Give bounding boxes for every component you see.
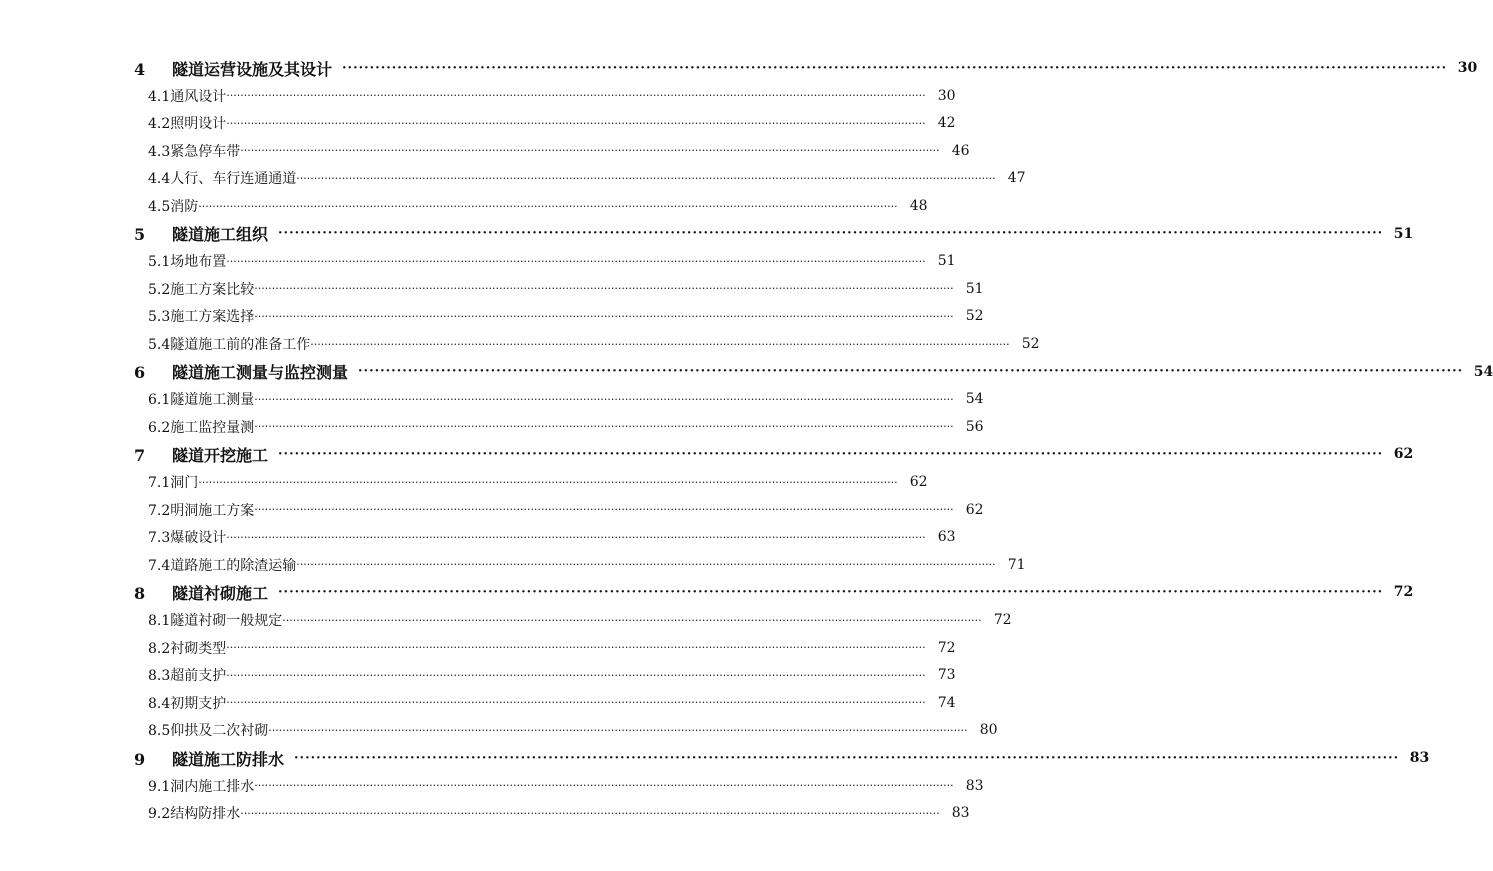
toc-chapter-row[interactable] (134, 440, 1414, 468)
dot-leader: ········································································································································································································ (294, 750, 1400, 766)
page-number: 74 (937, 694, 956, 711)
toc-entry-label (148, 555, 296, 575)
toc-entry-label (148, 472, 198, 492)
section-title: 洞内施工排水 (170, 778, 255, 795)
page-number: 56 (965, 418, 984, 435)
section-title: 道路施工的除渣运输 (170, 557, 297, 574)
chapter-title: 隧道运营设施及其设计 (172, 59, 333, 79)
toc-entry-label (148, 306, 254, 326)
dot-leader: ········································································································································································································ (254, 282, 954, 296)
toc-section-row[interactable] (148, 689, 956, 717)
dot-leader: ········································································································································································································ (226, 530, 926, 544)
toc-entry-label (148, 610, 282, 630)
section-title: 施工方案选择 (170, 309, 255, 326)
dot-leader: ········································································································································································································ (296, 558, 996, 572)
dot-leader: ········································································································································································································ (240, 806, 940, 820)
page-number: 73 (937, 667, 956, 684)
toc-chapter-row[interactable] (134, 358, 1493, 386)
dot-leader: ········································································································································································································ (240, 144, 940, 158)
toc-entry-label (134, 443, 268, 466)
dot-leader: ········································································································································································································ (198, 199, 898, 213)
toc-section-row[interactable] (148, 551, 1026, 579)
section-title: 照明设计 (170, 116, 227, 133)
section-number: 9.2 (148, 806, 171, 823)
page-number: 30 (937, 87, 956, 104)
section-title: 场地布置 (170, 254, 227, 271)
page-number: 63 (937, 529, 956, 546)
toc-chapter-row[interactable] (134, 578, 1414, 606)
toc-entry-label (148, 527, 226, 547)
section-title: 紧急停车带 (170, 143, 241, 160)
dot-leader: ········································································································································································································ (198, 475, 898, 489)
toc-entry-label (148, 693, 226, 713)
section-number: 6.2 (148, 419, 171, 436)
toc-section-row[interactable] (148, 137, 970, 165)
toc-entry-label (148, 500, 254, 520)
section-number: 7.4 (148, 557, 171, 574)
section-title: 隧道施工测量 (170, 392, 255, 409)
section-number: 5.2 (148, 281, 171, 298)
toc-entry-label (148, 720, 268, 740)
page-number: 83 (951, 805, 970, 822)
section-number: 9.1 (148, 778, 171, 795)
toc-section-row[interactable] (148, 772, 984, 800)
toc-entry-label (148, 168, 296, 188)
dot-leader: ········································································································································································································ (254, 309, 954, 323)
section-number: 7.1 (148, 475, 171, 491)
toc-section-row[interactable] (148, 247, 956, 275)
toc-entry-label (148, 665, 226, 685)
toc-section-row[interactable] (148, 109, 956, 137)
toc-entry-label (148, 334, 310, 354)
dot-leader: ········································································································································································································ (226, 696, 926, 710)
toc-section-row[interactable] (148, 716, 998, 744)
toc-section-row[interactable] (148, 634, 956, 662)
toc-entry-label (148, 113, 226, 133)
section-title: 衬砌类型 (170, 640, 227, 657)
toc-section-row[interactable] (148, 164, 1026, 192)
toc-entry-label (134, 581, 268, 604)
dot-leader: ········································································································································································································ (226, 641, 926, 655)
dot-leader: ········································································································································································································ (226, 89, 926, 103)
section-number: 4.1 (148, 88, 171, 105)
section-title: 隧道衬砌一般规定 (170, 613, 283, 629)
section-title: 洞门 (170, 475, 199, 491)
section-title: 结构防排水 (170, 806, 241, 823)
section-number: 8.4 (148, 695, 171, 712)
page-number: 83 (965, 777, 984, 794)
dot-leader: ········································································································································································································ (310, 337, 1010, 351)
toc-chapter-row[interactable] (134, 54, 1478, 82)
toc-entry-label (148, 776, 254, 796)
toc-section-row[interactable] (148, 661, 956, 689)
section-number: 6.1 (148, 392, 171, 409)
toc-entry-label (134, 57, 332, 80)
section-number: 4.2 (148, 116, 171, 133)
toc-entry-label (134, 222, 268, 245)
section-title: 人行、车行连通通道 (170, 171, 297, 188)
page-number: 52 (1021, 336, 1040, 352)
chapter-number: 7 (134, 445, 146, 465)
chapter-title: 隧道施工组织 (172, 225, 269, 245)
page-number: 42 (937, 115, 956, 132)
toc-entry-label (148, 638, 226, 658)
page-number: 72 (1393, 584, 1414, 601)
section-title: 隧道施工前的准备工作 (170, 337, 311, 353)
page-number: 51 (937, 253, 956, 270)
dot-leader: ········································································································································································································ (254, 392, 954, 406)
page-number: 54 (1473, 363, 1493, 380)
toc-entry-label (148, 86, 226, 106)
section-title: 通风设计 (170, 88, 227, 105)
section-number: 5.3 (148, 309, 171, 326)
toc-entry-label (134, 747, 284, 770)
section-number: 4.5 (148, 199, 171, 215)
section-title: 仰拱及二次衬砌 (170, 723, 269, 740)
toc-section-row[interactable] (148, 192, 928, 220)
toc-section-row[interactable] (148, 496, 984, 524)
section-title: 施工监控量测 (170, 419, 255, 436)
toc-section-row[interactable] (148, 82, 956, 110)
toc-section-row[interactable] (148, 606, 1012, 634)
dot-leader: ········································································································································································································ (254, 503, 954, 517)
section-number: 5.4 (148, 337, 171, 353)
section-title: 初期支护 (170, 695, 227, 712)
section-title: 明洞施工方案 (170, 502, 255, 519)
chapter-title: 隧道施工测量与监控测量 (172, 363, 349, 383)
dot-leader: ········································································································································································································ (226, 668, 926, 682)
section-title: 超前支护 (170, 668, 227, 685)
dot-leader: ········································································································································································································ (278, 446, 1384, 462)
page-number: 51 (965, 280, 984, 297)
dot-leader: ········································································································································································································ (278, 584, 1384, 600)
toc-chapter-row[interactable] (134, 220, 1414, 248)
chapter-number: 5 (134, 225, 146, 245)
toc-entry-label (148, 279, 254, 299)
toc-section-row[interactable] (148, 523, 956, 551)
chapter-title: 隧道衬砌施工 (172, 583, 269, 603)
page-number: 47 (1007, 170, 1026, 187)
dot-leader: ········································································································································································································ (268, 723, 968, 737)
page-number: 72 (937, 639, 956, 656)
toc-section-row[interactable] (148, 302, 984, 330)
toc-section-row[interactable] (148, 799, 970, 827)
toc-section-row[interactable] (148, 385, 984, 413)
chapter-number: 9 (134, 749, 146, 769)
dot-leader: ········································································································································································································ (342, 60, 1448, 76)
section-number: 5.1 (148, 254, 171, 271)
page-number: 72 (993, 612, 1012, 628)
toc-entry-label (148, 251, 226, 271)
page-number: 62 (965, 501, 984, 518)
page-number: 51 (1393, 225, 1414, 242)
section-number: 8.3 (148, 668, 171, 685)
section-title: 爆破设计 (170, 530, 227, 547)
page-number: 30 (1457, 60, 1478, 76)
dot-leader: ········································································································································································································ (254, 420, 954, 434)
toc-section-row[interactable] (148, 468, 928, 496)
page-number: 62 (1393, 446, 1414, 463)
page-number: 83 (1409, 750, 1430, 766)
toc-section-row[interactable] (148, 413, 984, 441)
toc-entry-label (148, 196, 198, 216)
toc-chapter-row[interactable] (134, 744, 1430, 772)
section-number: 8.5 (148, 723, 171, 740)
dot-leader: ········································································································································································································ (226, 254, 926, 268)
section-number: 8.1 (148, 613, 171, 629)
toc-entry-label (148, 417, 254, 437)
page-number: 46 (951, 142, 970, 159)
section-number: 7.2 (148, 502, 171, 519)
dot-leader: ········································································································································································································ (358, 364, 1464, 380)
section-number: 4.3 (148, 143, 171, 160)
toc-entry-label (134, 360, 348, 383)
page-number: 62 (909, 474, 928, 490)
dot-leader: ········································································································································································································ (254, 779, 954, 793)
page-number: 54 (965, 391, 984, 408)
toc-entry-label (148, 141, 240, 161)
page-number: 71 (1007, 556, 1026, 573)
section-title: 施工方案比较 (170, 281, 255, 298)
section-number: 7.3 (148, 530, 171, 547)
section-title: 消防 (170, 199, 199, 215)
toc-entry-label (148, 389, 254, 409)
dot-leader: ········································································································································································································ (278, 226, 1384, 242)
chapter-number: 4 (134, 59, 146, 79)
chapter-number: 8 (134, 583, 146, 603)
toc-entry-label (148, 803, 240, 823)
dot-leader: ········································································································································································································ (226, 116, 926, 130)
page-number: 48 (909, 198, 928, 214)
dot-leader: ········································································································································································································ (282, 613, 982, 627)
chapter-number: 6 (134, 363, 146, 383)
chapter-title: 隧道开挖施工 (172, 445, 269, 465)
section-number: 8.2 (148, 640, 171, 657)
toc-section-row[interactable] (148, 330, 1040, 358)
section-number: 4.4 (148, 171, 171, 188)
page-number: 80 (979, 722, 998, 739)
page-number: 52 (965, 308, 984, 325)
toc-section-row[interactable] (148, 275, 984, 303)
dot-leader: ········································································································································································································ (296, 171, 996, 185)
chapter-title: 隧道施工防排水 (172, 749, 285, 769)
